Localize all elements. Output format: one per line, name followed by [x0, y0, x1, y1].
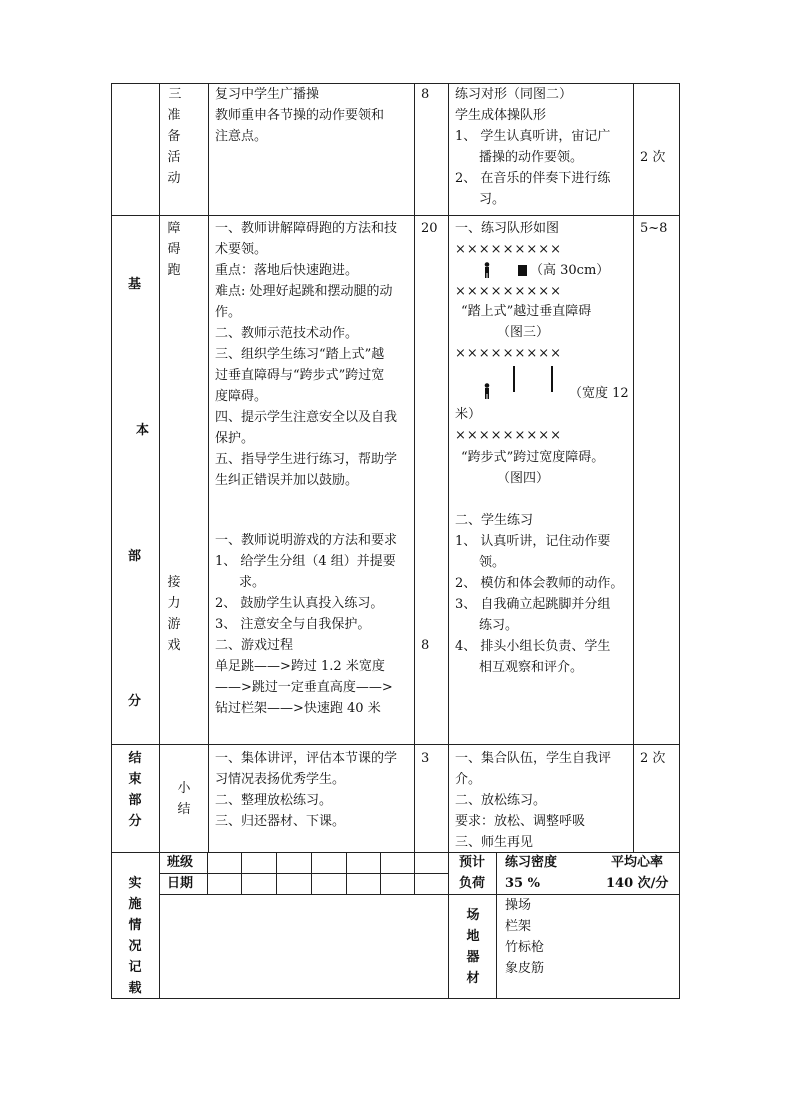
- formation-row: ×××××××××: [455, 346, 563, 361]
- density-label: 练习密度: [505, 855, 558, 870]
- teacher-figure-icon: [482, 383, 492, 399]
- heart-rate-value: 140 次/分: [606, 876, 669, 891]
- col-divider: [159, 83, 160, 998]
- impl-section-label: 实 施 情 况 记 载: [128, 876, 142, 996]
- row2-time1: 20: [421, 221, 438, 236]
- obstacle-width-label-2: 米）: [455, 407, 482, 422]
- col-divider: [414, 83, 415, 852]
- fig4-label: （图四）: [497, 471, 550, 486]
- density-value: 35 %: [505, 876, 540, 891]
- row1-content: 复习中学生广播操 教师重申各节操的动作要领和 注意点。: [215, 87, 385, 144]
- row3-time: 3: [421, 751, 430, 766]
- topic-summary: 小 结: [177, 781, 191, 817]
- row2-content-game: 一、教师说明游戏的方法和要求 1、 给学生分组（4 组）并提要 求。 2、 鼓励学生认真投入练习。 3、 注意安全与自我保护。 二、游戏过程 单足跳——>跨过 1.2 米宽度 ——>跳过一定垂直高度——> 钻过栏架——>快速跑 40 米: [215, 533, 398, 716]
- topic-relay-game: 接 力 游 戏: [167, 575, 181, 653]
- venue-equipment-list: 操场 栏架 竹标枪 象皮筋: [505, 898, 545, 976]
- table-border-left: [111, 83, 112, 998]
- basic-char: 本: [136, 423, 150, 438]
- end-section-label: 结 束 部 分: [128, 751, 142, 829]
- row1-count: 2 次: [640, 150, 666, 165]
- formation-title: 一、练习队形如图: [455, 221, 560, 236]
- row3-student: 一、集合队伍，学生自我评 介。 二、放松练习。 要求：放松、调整呼吸 三、师生再见: [455, 751, 612, 850]
- basic-char: 基: [128, 277, 142, 292]
- teacher-figure-icon: [482, 262, 492, 278]
- topic-hurdle-run: 障 碍 跑: [167, 221, 181, 278]
- width-obstacle-right-icon: [551, 366, 553, 392]
- col-divider: [633, 83, 634, 852]
- date-label: 日期: [167, 876, 194, 891]
- width-obstacle-left-icon: [513, 366, 515, 392]
- fig3-caption: “踏上式”越过垂直障碍: [461, 304, 592, 319]
- formation-row: ×××××××××: [455, 284, 563, 299]
- basic-char: 部: [128, 549, 142, 564]
- class-label: 班级: [167, 855, 194, 870]
- formation-row: ×××××××××: [455, 428, 563, 443]
- basic-char: 分: [128, 694, 142, 709]
- expected-load-label: 预计 负荷: [459, 855, 486, 891]
- fig4-caption: “跨步式”跨过宽度障碍。: [461, 450, 605, 465]
- prep-label: 准 备 活 动: [167, 108, 181, 186]
- row1-student: 练习对形（同图二） 学生成体操队形 1、 学生认真听讲，宙记广 播操的动作要领。 2、 在音乐的伴奏下进行练 习。: [455, 87, 611, 207]
- fig3-label: （图三）: [497, 325, 550, 340]
- row3-content: 一、集体讲评，评估本节课的学 习情况表扬优秀学生。 二、整理放松练习。 三、归还器材、下课。: [215, 751, 398, 829]
- obstacle-height-label: （高 30cm）: [530, 263, 610, 278]
- row2-time2: 8: [421, 638, 430, 653]
- row2-count: 5~8: [640, 221, 668, 236]
- formation-row: ×××××××××: [455, 242, 563, 257]
- row1-time: 8: [421, 87, 430, 102]
- venue-equipment-label: 场 地 器 材: [466, 908, 480, 986]
- row2-content: 一、教师讲解障碍跑的方法和技 术要领。 重点：落地后快速跑进。 难点: 处理好起跳和摆动腿的动 作。 二、教师示范技术动作。 三、组织学生练习“踏上式”越 过垂直障碍与“跨步式”跨过宽 度障碍。 四、提示学生注意安全以及自我 保护。 五、指导学生进行练习，帮助学 生纠正错误并加以鼓励。: [215, 221, 398, 488]
- heart-rate-label: 平均心率: [611, 855, 664, 870]
- prep-number: 三: [168, 87, 182, 102]
- table-border-bottom: [111, 998, 680, 999]
- col-divider: [496, 852, 497, 998]
- table-border-right: [679, 83, 680, 998]
- row2-student-practice: 二、学生练习 1、 认真听讲，记住动作要 领。 2、 模仿和体会教师的动作。 3、 自我确立起跳脚并分组 练习。 4、 排头小组长负责、学生 相互观察和评介。: [455, 513, 624, 675]
- row3-count: 2 次: [640, 751, 666, 766]
- obstacle-width-label: （宽度 12: [569, 386, 629, 401]
- col-divider: [208, 83, 209, 852]
- col-divider: [448, 83, 449, 998]
- vertical-obstacle-icon: [518, 265, 527, 276]
